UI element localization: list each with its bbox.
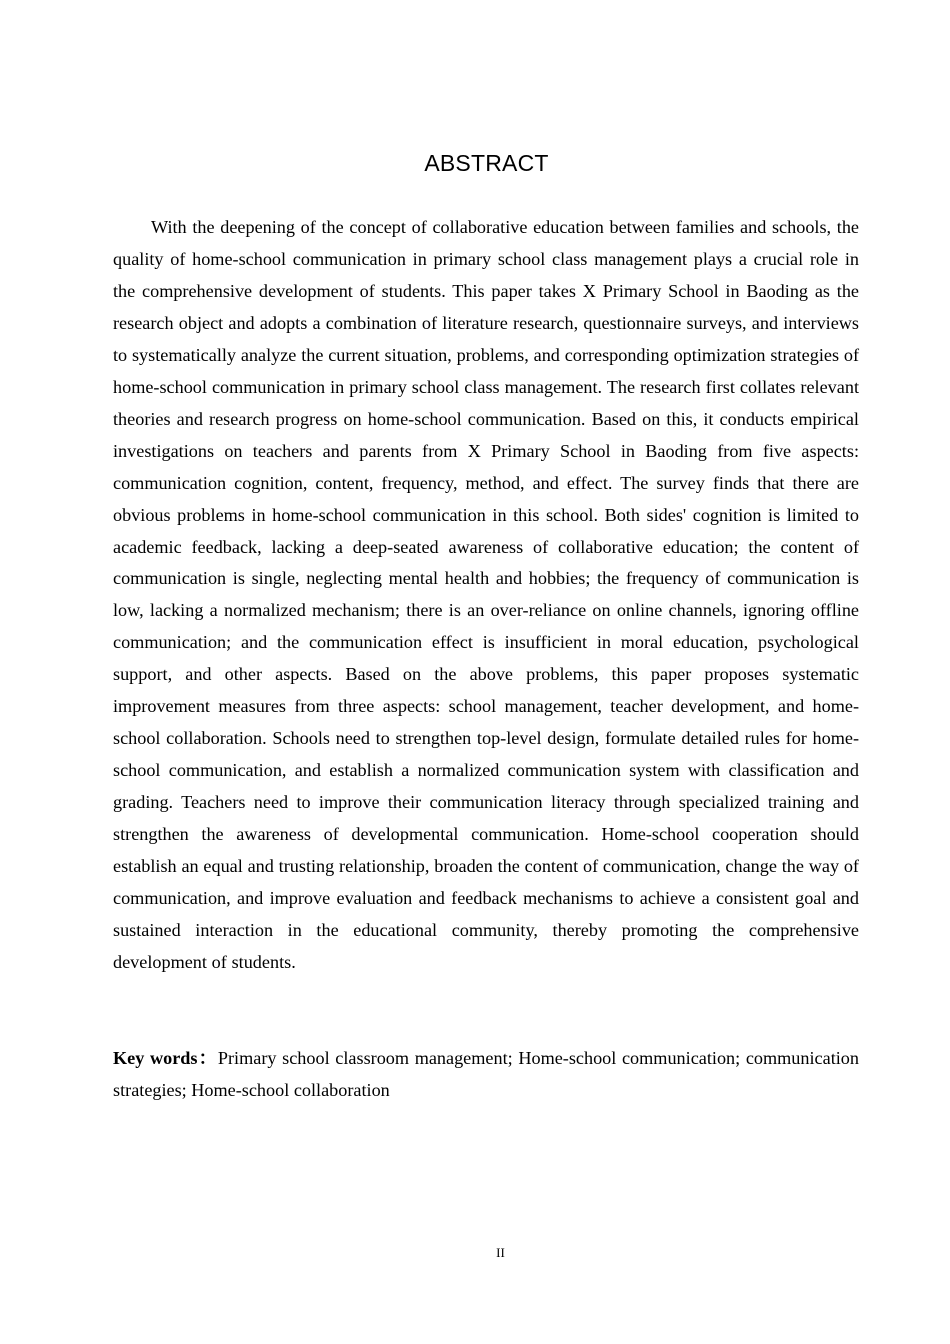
abstract-paragraph: With the deepening of the concept of collaborative education between families and schools, the quality of home-school communication in primary school class management plays a crucial role in the comprehensive development of students. This paper takes X Primary School in Baoding as the research object and adopts a combination of literature research, questionnaire surveys, and interviews to systematically analyze the current situation, problems, and corresponding optimization strategies of home-school communication in primary school class management. The research first collates relevant theories and research progress on home-school communication. Based on this, it conducts empirical investigations on teachers and parents from X Primary School in Baoding from five aspects: communication cognition, content, frequency, method, and effect. The survey finds that there are obvious problems in home-school communication in this school. Both sides' cognition is limited to academic feedback, lacking a deep-seated awareness of collaborative education; the content of communication is single, neglecting mental health and hobbies; the frequency of communication is low, lacking a normalized mechanism; there is an over-reliance on online channels, ignoring offline communication; and the communication effect is insufficient in moral education, psychological support, and other aspects. Based on the above problems, this paper proposes systematic improvement measures from three aspects: school management, teacher development, and home-school collaboration. Schools need to strengthen top-level design, formulate detailed rules for home-school communication, and establish a normalized communication system with classification and grading. Teachers need to improve their communication literacy through specialized training and strengthen the awareness of developmental communication. Home-school cooperation should establish an equal and trusting relationship, broaden the content of communication, change the way of communication, and improve evaluation and feedback mechanisms to achieve a consistent goal and sustained interaction in the educational community, thereby promoting the comprehensive development of students.	[113, 217, 859, 972]
keywords-label: Key words：	[113, 1048, 218, 1068]
keywords-line	[113, 1042, 859, 1106]
abstract-heading: ABSTRACT	[424, 150, 549, 176]
keywords-text: Primary school classroom management; Home-school communication; communication strategies; Home-school collaboration	[113, 1048, 859, 1100]
page-number: II	[496, 1245, 505, 1260]
